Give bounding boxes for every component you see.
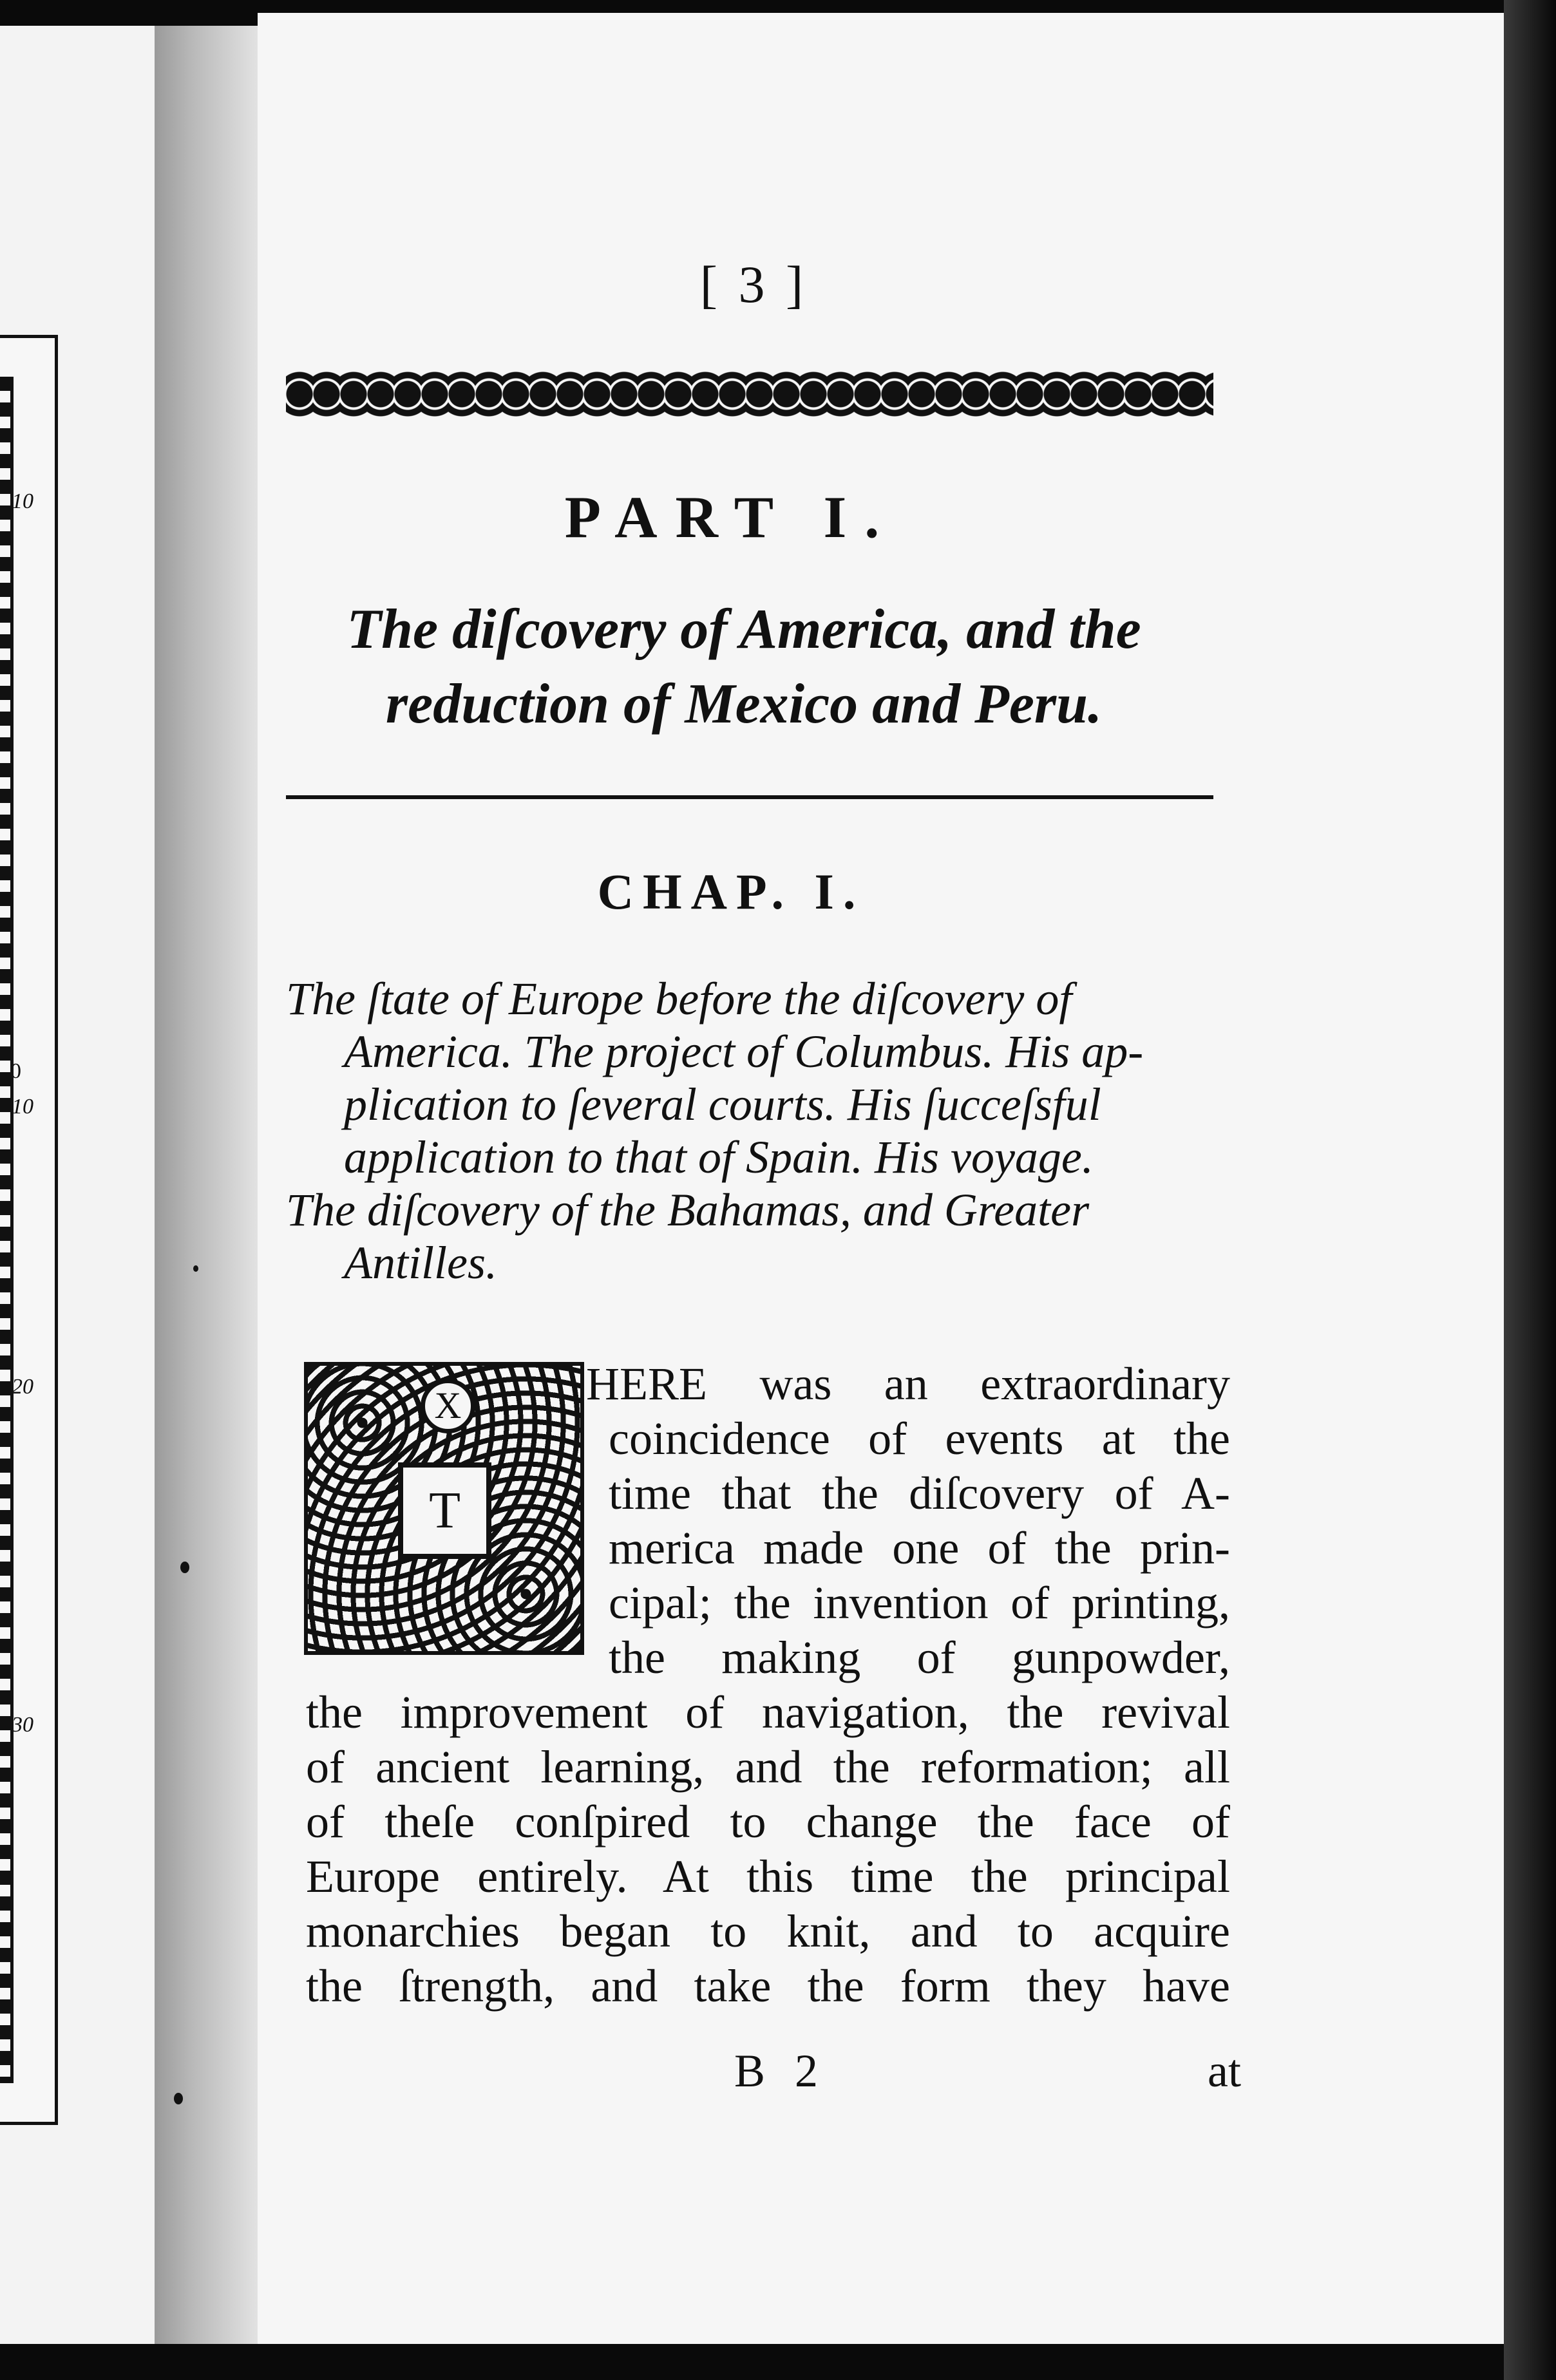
- body-line: the improvement of navigation, the revival: [306, 1686, 1230, 1738]
- chapter-summary: [286, 972, 1220, 1289]
- map-label: 10: [12, 1095, 33, 1119]
- body-line: merica made one of the prin-: [609, 1522, 1230, 1574]
- body-line: monarchies began to knit, and to acquire: [306, 1905, 1230, 1957]
- map-label: 30: [12, 1713, 33, 1737]
- body-line: cipal; the invention of printing,: [609, 1577, 1230, 1629]
- body-line: of theſe conſpired to change the face of: [306, 1796, 1230, 1847]
- book-page: [258, 13, 1504, 2344]
- drop-cap-letter: T: [398, 1462, 491, 1559]
- summary-line: plication to ſeveral courts. His ſucceſsful: [344, 1079, 1101, 1130]
- map-label: 20: [12, 1375, 33, 1399]
- body-line: HERE was an extraordinary: [586, 1358, 1230, 1410]
- page-edge-shadow: [1504, 0, 1556, 2380]
- catchword: at: [1208, 2045, 1241, 2097]
- map-fragment: [0, 335, 58, 2125]
- horizontal-rule: [286, 795, 1213, 799]
- chapter-title: CHAP. I.: [597, 864, 865, 920]
- ink-speck: [180, 1562, 189, 1573]
- drop-cap-medallion: X: [421, 1379, 475, 1433]
- ink-speck: [174, 2093, 183, 2104]
- body-line: of ancient learning, and the reformation; all: [306, 1741, 1230, 1793]
- decorative-ornament-band: [286, 367, 1213, 421]
- summary-line: Antilles.: [344, 1237, 497, 1289]
- ink-speck: [193, 1265, 198, 1272]
- ornamental-drop-cap: [304, 1362, 584, 1655]
- summary-line: The ſtate of Europe before the diſcovery of: [286, 973, 1072, 1025]
- page-number: [ 3 ]: [699, 255, 808, 314]
- map-label: 0: [10, 1059, 21, 1083]
- summary-line: The diſcovery of the Bahamas, and Greater: [286, 1184, 1090, 1236]
- body-line: coincidence of events at the: [609, 1413, 1230, 1464]
- body-line: Europe entirely. At this time the principal: [306, 1851, 1230, 1902]
- summary-line: application to that of Spain. His voyage.: [344, 1131, 1094, 1183]
- summary-line: America. The project of Columbus. His ap-: [344, 1026, 1144, 1077]
- signature-mark: B 2: [734, 2045, 828, 2097]
- body-line: the making of gunpowder,: [609, 1632, 1230, 1683]
- body-line: time that the diſcovery of A-: [609, 1468, 1230, 1519]
- part-subtitle: [277, 592, 1211, 742]
- facing-page: [0, 26, 161, 2344]
- map-label: 10: [12, 489, 33, 513]
- part-title: PART I.: [564, 484, 898, 550]
- body-line: the ſtrength, and take the form they have: [306, 1960, 1230, 2012]
- map-border: [0, 377, 14, 2083]
- part-subtitle-line: reduction of Mexico and Peru.: [385, 673, 1103, 735]
- part-subtitle-line: The diſcovery of America, and the: [346, 598, 1141, 661]
